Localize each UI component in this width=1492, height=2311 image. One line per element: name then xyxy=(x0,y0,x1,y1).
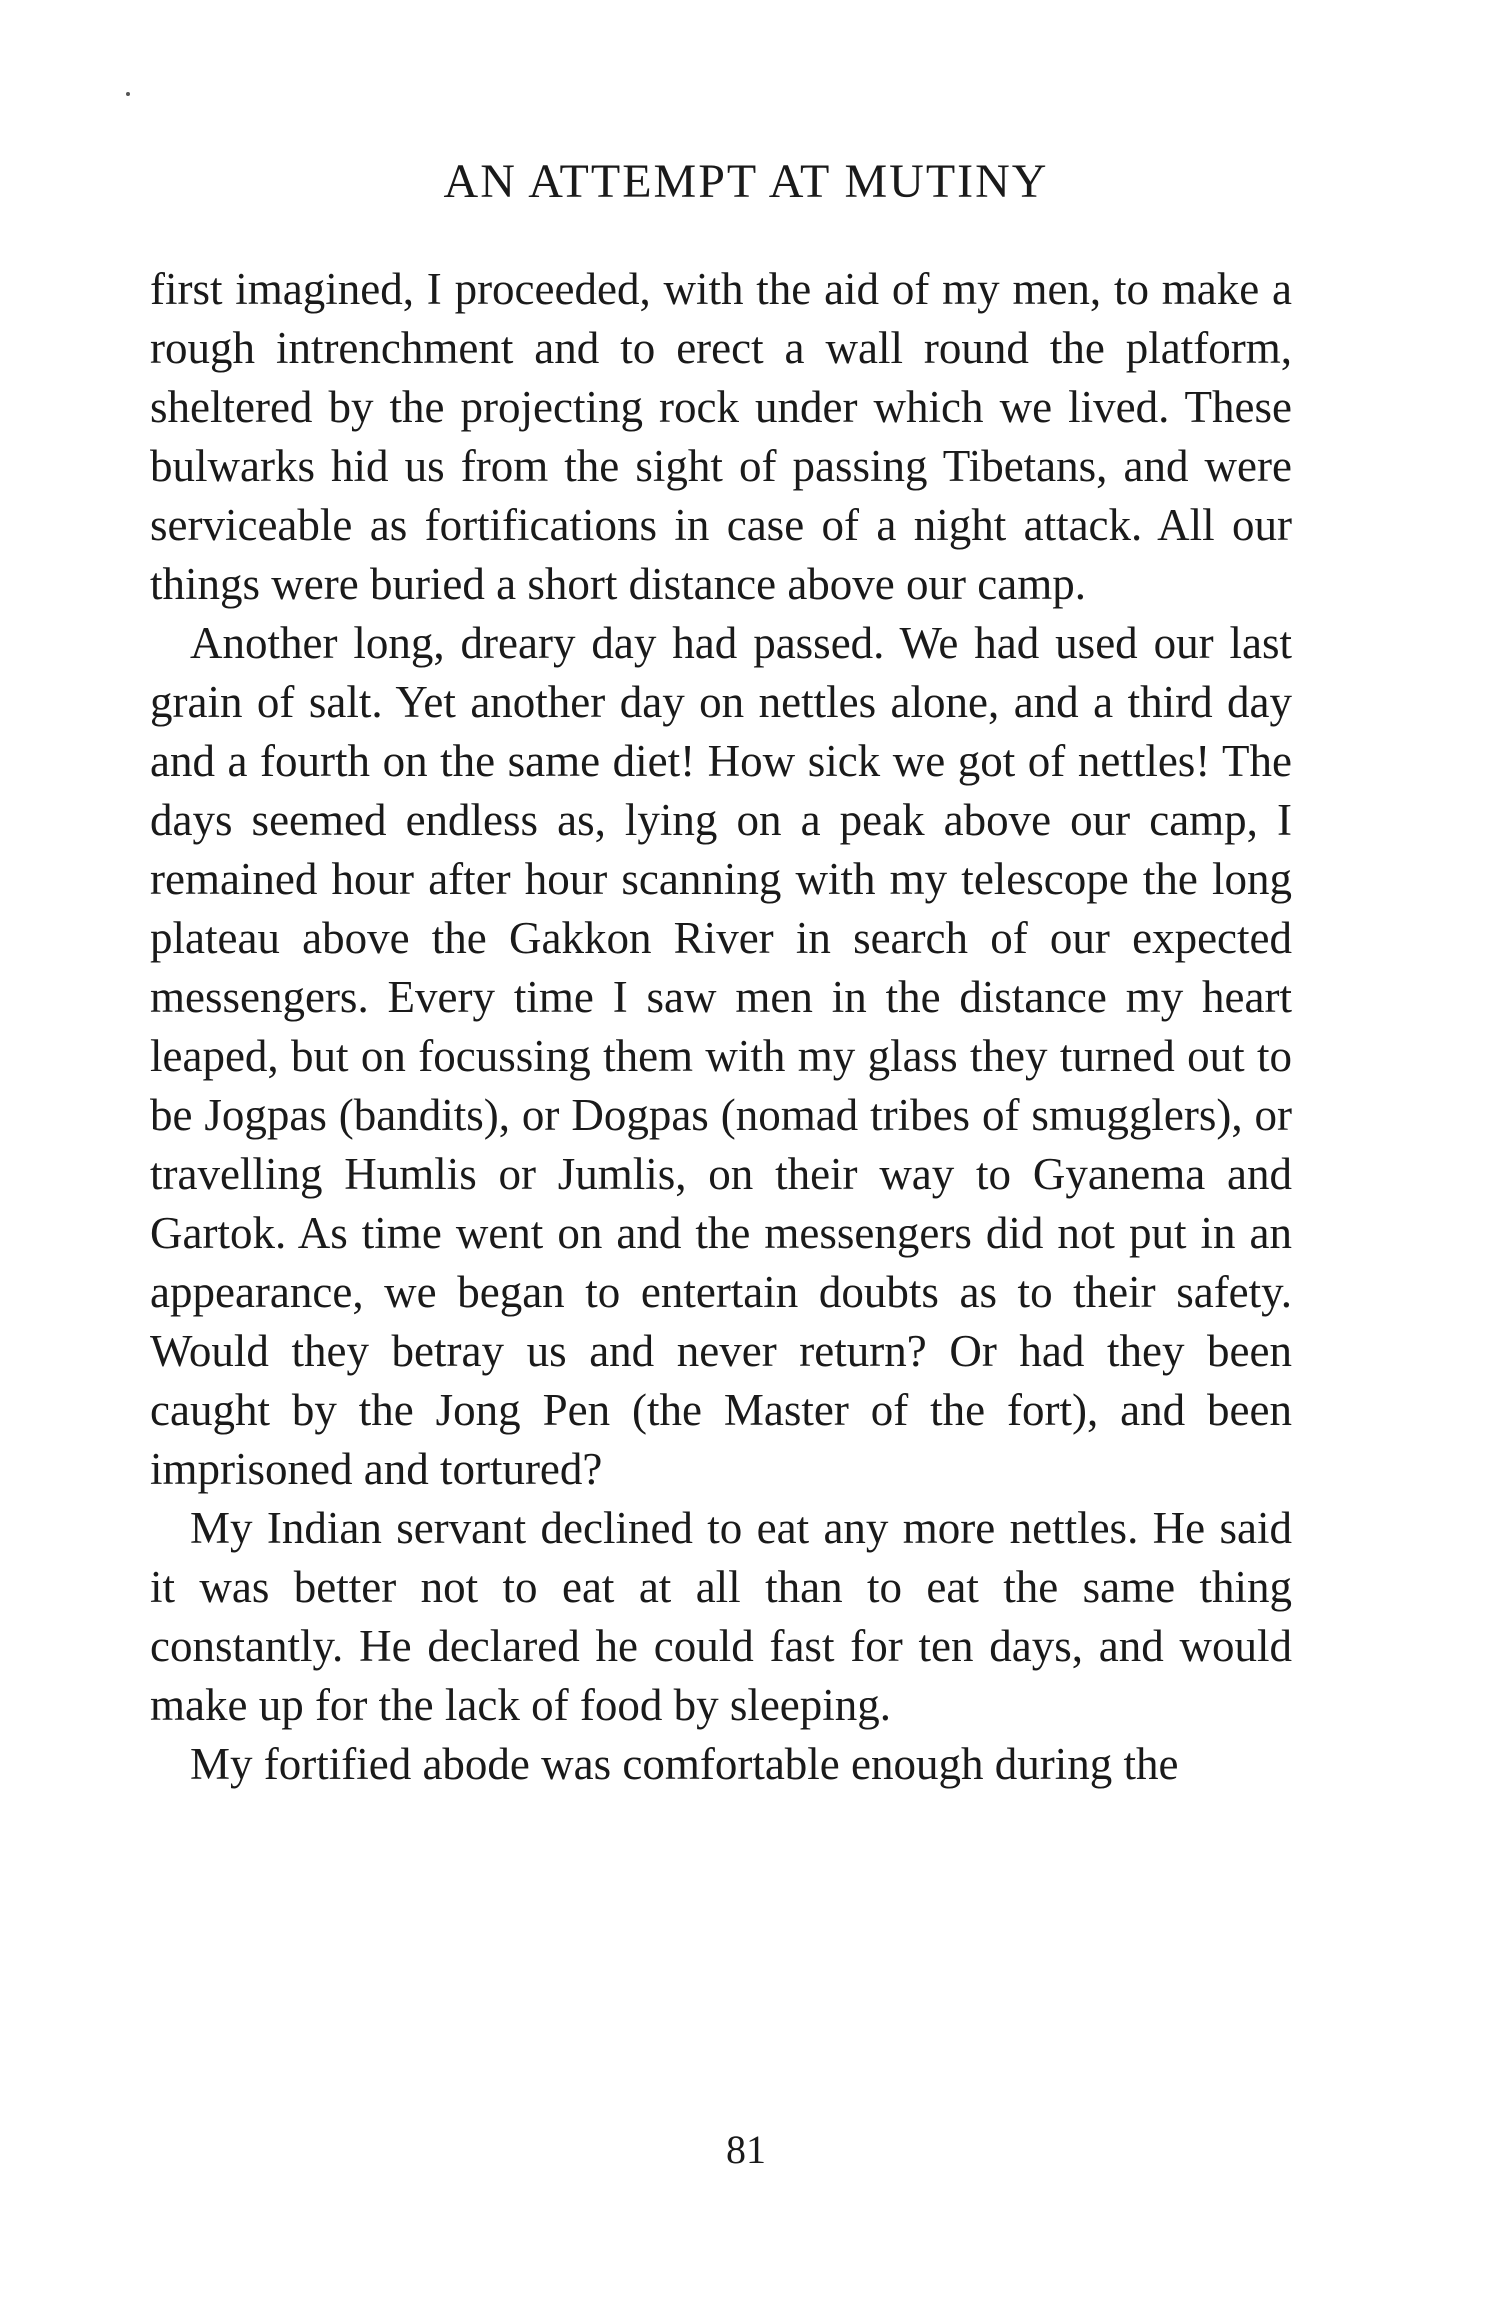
paragraph-4: My fortified abode was comfortable enough during the xyxy=(190,1739,1179,1789)
print-speck xyxy=(126,92,130,96)
paragraph-1: first imagined, I proceeded, with the aid of my men, to make a rough intrenchment and to erect a wall round the platform, sheltered by the projecting rock under which we lived. These bulwarks hid us from the sight of passing Tibetans, and were serviceable as fortifications in case of a night attack. All our things were buried a short distance above our camp. xyxy=(150,264,1292,609)
paragraph-2: Another long, dreary day had passed. We had used our last grain of salt. Yet another day on nettles alone, and a third day and a fourth on the same diet! How sick we got of nettles! The days seemed endless as, lying on a peak above our camp, I remained hour after hour scanning with my telescope the long plateau above the Gakkon River in search of our expected messengers. Every time I saw men in the distance my heart leaped, but on focussing them with my glass they turned out to be Jogpas (bandits), or Dogpas (nomad tribes of smugglers), or travelling Humlis or Jumlis, on their way to Gyanema and Gartok. As time went on and the messengers did not put in an appearance, we began to entertain doubts as to their safety. Would they betray us and never return? Or had they been caught by the Jong Pen (the Master of the fort), and been imprisoned and tortured? xyxy=(150,618,1292,1494)
body-text xyxy=(150,260,1292,1794)
running-head: AN ATTEMPT AT MUTINY xyxy=(443,155,1049,208)
page-number: 81 xyxy=(726,2127,766,2172)
paragraph-3: My Indian servant declined to eat any more nettles. He said it was better not to eat at all than to eat the same thing constantly. He declared he could fast for ten days, and would make up for the lack of food by sleeping. xyxy=(150,1503,1292,1730)
